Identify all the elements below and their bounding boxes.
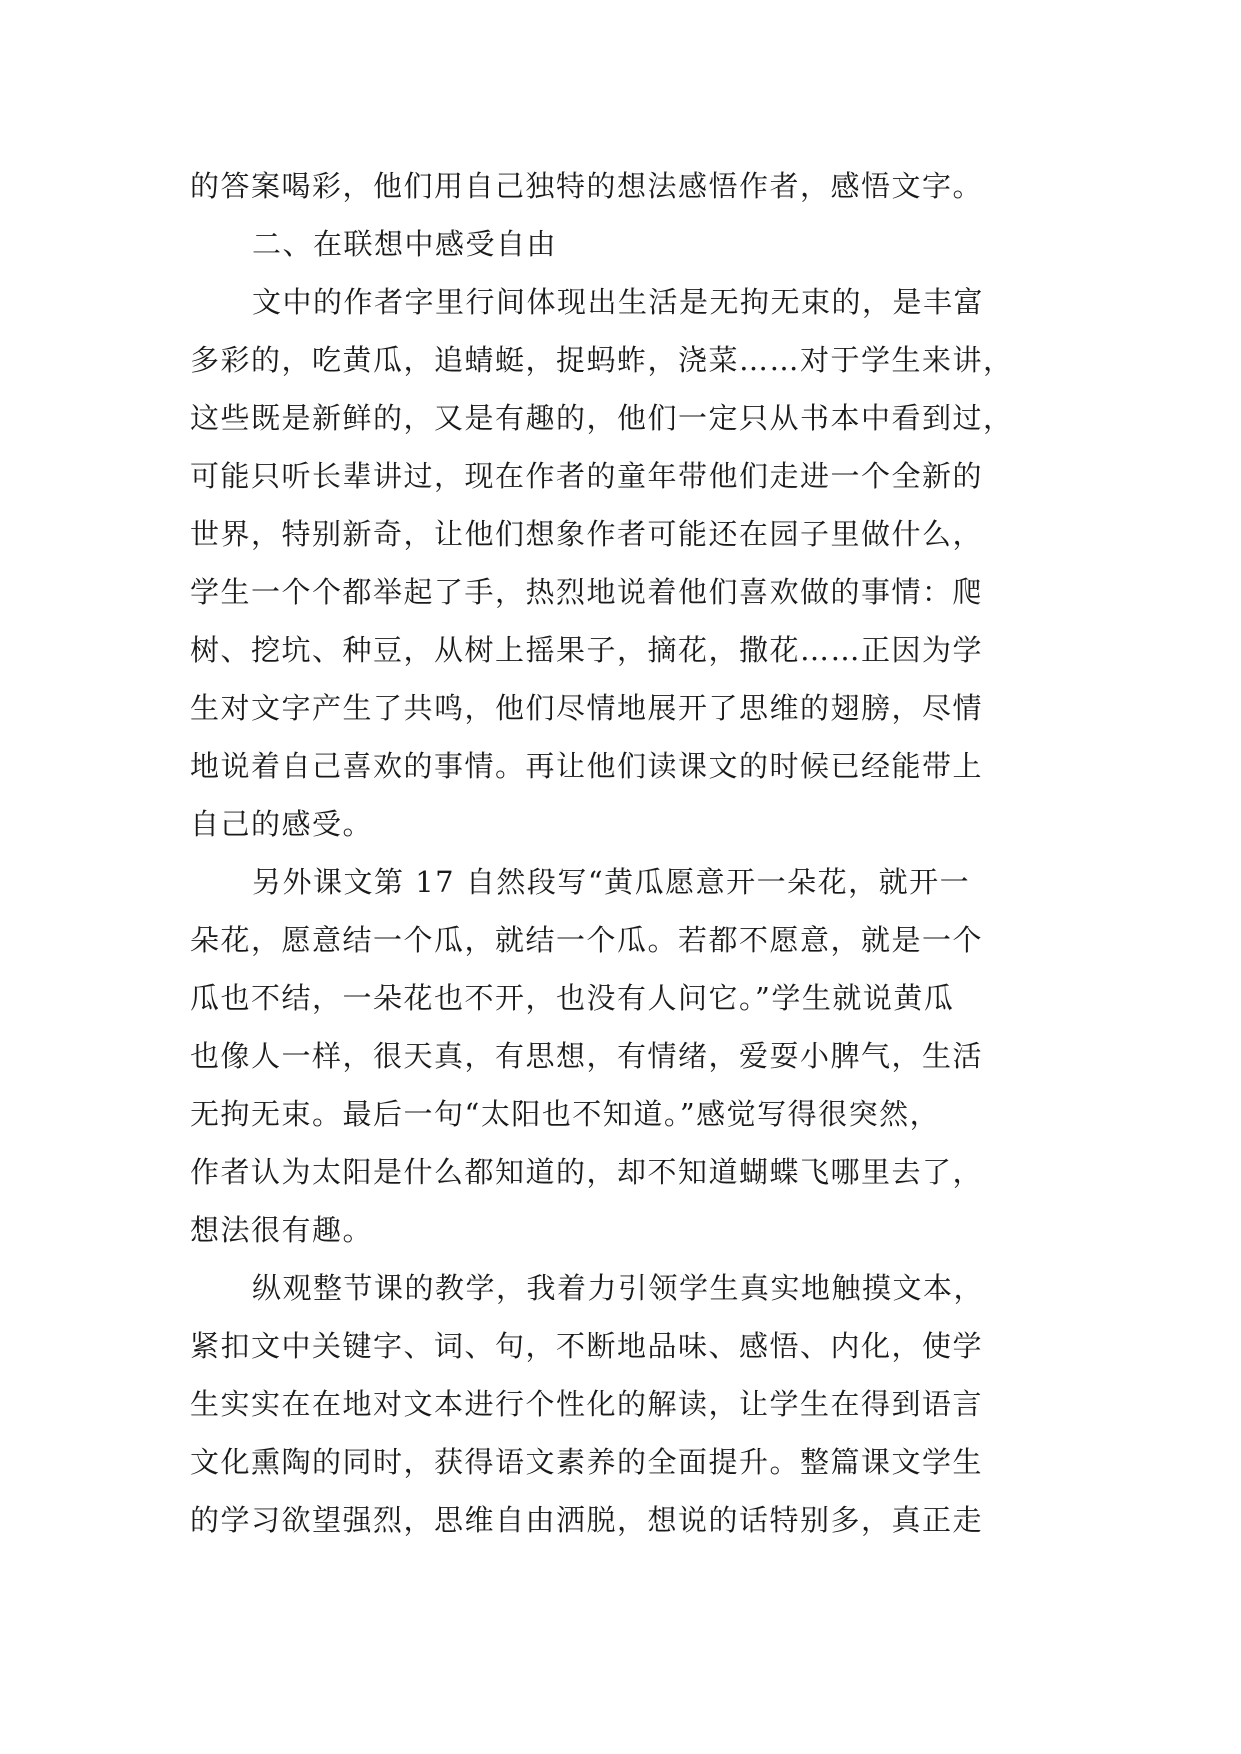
text-line: 地说着自己喜欢的事情。再让他们读课文的时候已经能带上 <box>190 749 984 783</box>
text-line: 学生一个个都举起了手，热烈地说着他们喜欢做的事情：爬 <box>190 575 984 609</box>
paragraph-first-line: 文中的作者字里行间体现出生活是无拘无束的，是丰富 <box>252 285 985 319</box>
text-line: 瓜也不结，一朵花也不开，也没有人问它。”学生就说黄瓜 <box>190 981 955 1015</box>
text-line: 也像人一样，很天真，有思想，有情绪，爱耍小脾气，生活 <box>190 1039 984 1073</box>
paragraph-first-line: 纵观整节课的教学，我着力引领学生真实地触摸文本， <box>252 1271 985 1305</box>
text-line: 多彩的，吃黄瓜，追蜻蜓，捉蚂蚱，浇菜……对于学生来讲， <box>190 343 1014 377</box>
text-line: 的学习欲望强烈，思维自由洒脱，想说的话特别多，真正走 <box>190 1503 984 1537</box>
text-line: 世界，特别新奇，让他们想象作者可能还在园子里做什么， <box>190 517 984 551</box>
text-line: 无拘无束。最后一句“太阳也不知道。”感觉写得很突然， <box>190 1097 941 1131</box>
text-line: 作者认为太阳是什么都知道的，却不知道蝴蝶飞哪里去了， <box>190 1155 984 1189</box>
text-line: 树、挖坑、种豆，从树上摇果子，摘花，撒花……正因为学 <box>190 633 984 667</box>
text-line: 朵花，愿意结一个瓜，就结一个瓜。若都不愿意，就是一个 <box>190 923 984 957</box>
text-line: 这些既是新鲜的，又是有趣的，他们一定只从书本中看到过， <box>190 401 1014 435</box>
text-line: 自己的感受。 <box>190 807 374 841</box>
text-line: 的答案喝彩，他们用自己独特的想法感悟作者，感悟文字。 <box>190 169 984 203</box>
text-line: 生对文字产生了共鸣，他们尽情地展开了思维的翅膀，尽情 <box>190 691 984 725</box>
text-line: 生实实在在地对文本进行个性化的解读，让学生在得到语言 <box>190 1387 984 1421</box>
text-line: 可能只听长辈讲过，现在作者的童年带他们走进一个全新的 <box>190 459 984 493</box>
text-line: 紧扣文中关键字、词、句，不断地品味、感悟、内化，使学 <box>190 1329 984 1363</box>
paragraph-first-line: 另外课文第 17 自然段写“黄瓜愿意开一朵花，就开一 <box>252 865 971 899</box>
text-line: 想法很有趣。 <box>190 1213 374 1247</box>
text-line: 文化熏陶的同时，获得语文素养的全面提升。整篇课文学生 <box>190 1445 984 1479</box>
section-heading: 二、在联想中感受自由 <box>252 227 558 261</box>
